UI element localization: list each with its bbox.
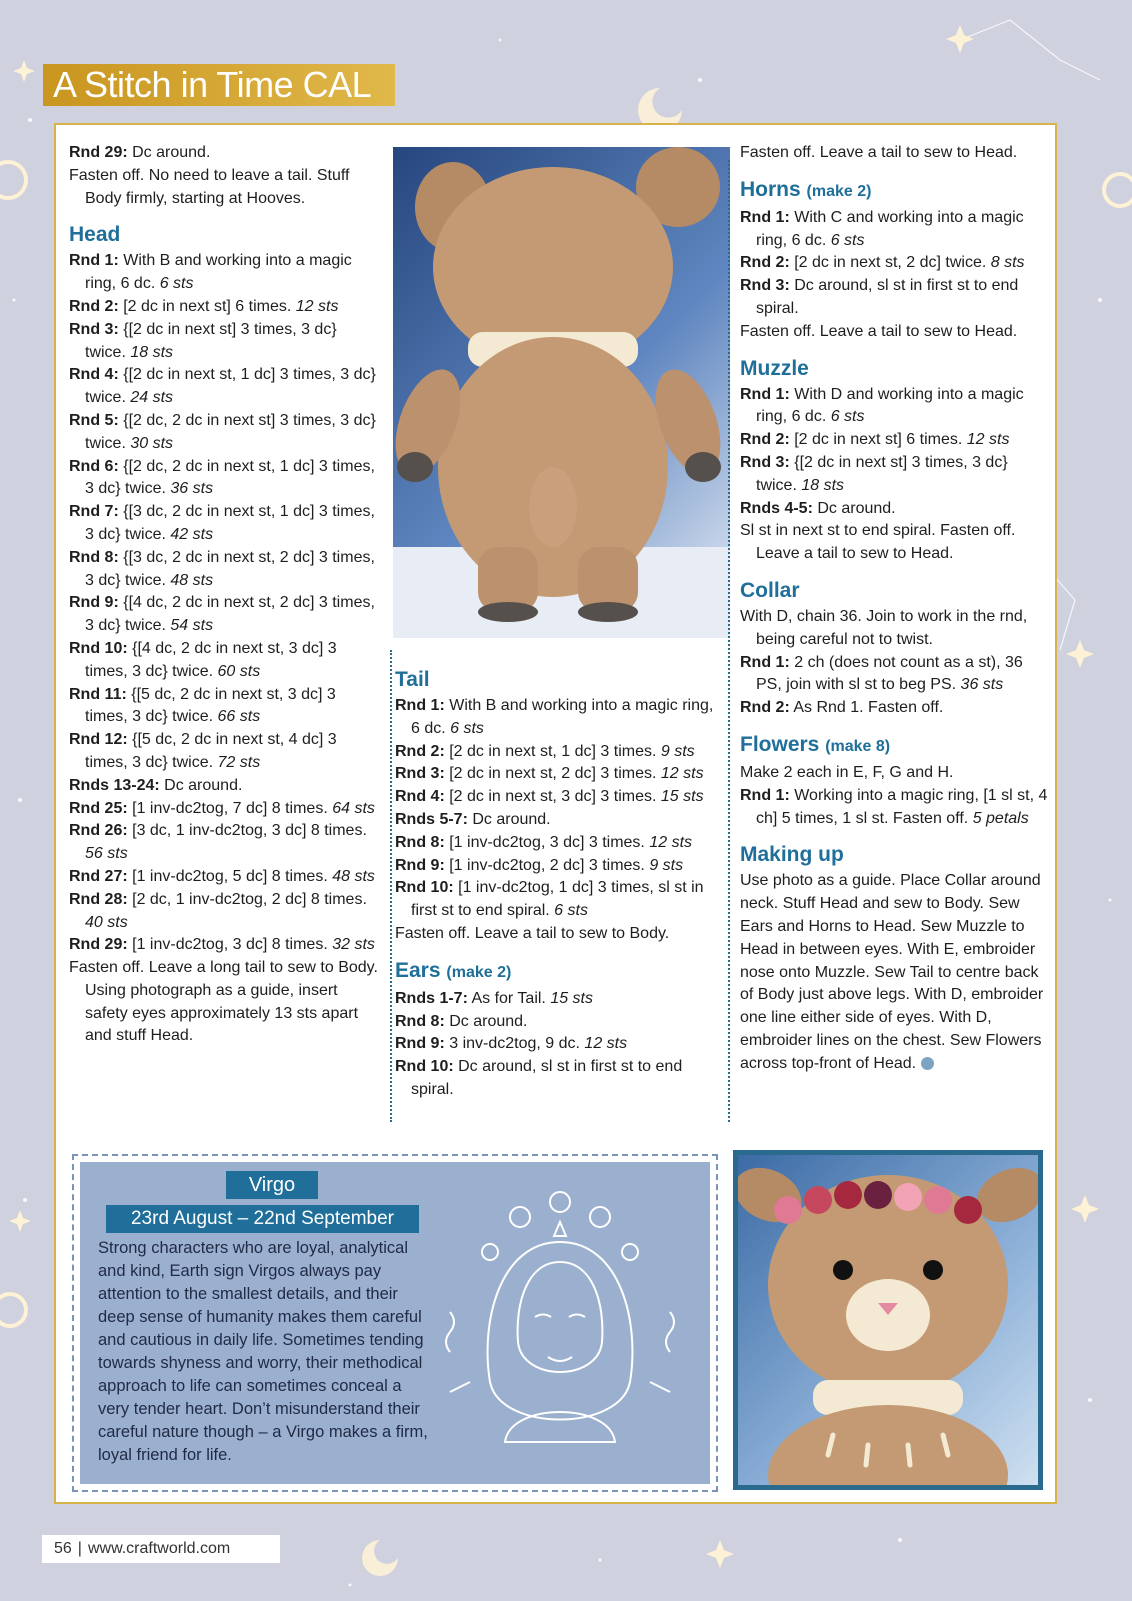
round-label: Rnd 8: bbox=[395, 1012, 445, 1030]
round-label: Rnd 2: bbox=[740, 431, 790, 449]
instruction-text: {[5 dc, 2 dc in next st, 4 dc] 3 times, 3 dc} twice. bbox=[85, 731, 337, 771]
stitch-count: 54 sts bbox=[170, 617, 214, 635]
column-1 bbox=[69, 142, 379, 1048]
instruction-text: [1 inv-dc2tog, 5 dc] 8 times. bbox=[127, 867, 333, 885]
stitch-count: 40 sts bbox=[85, 913, 128, 931]
instruction-line bbox=[69, 889, 379, 935]
instruction-line bbox=[69, 798, 379, 821]
instruction-text: Dc around. bbox=[127, 144, 211, 161]
instruction-text: {[4 dc, 2 dc in next st, 2 dc] 3 times, 3 dc} twice. bbox=[85, 594, 375, 635]
instruction-line bbox=[740, 606, 1050, 652]
stitch-count: 56 sts bbox=[85, 845, 128, 863]
round-label: Rnd 2: bbox=[395, 742, 445, 760]
head-instructions bbox=[69, 250, 379, 1048]
making-up-heading: Making up bbox=[740, 843, 844, 867]
round-label: Rnd 1: bbox=[740, 385, 790, 403]
instruction-line bbox=[740, 142, 1050, 165]
deer-back-illustration bbox=[393, 147, 730, 638]
round-label: Rnd 29: bbox=[69, 144, 128, 161]
stitch-count: 60 sts bbox=[217, 662, 261, 680]
round-label: Rnd 10: bbox=[395, 879, 454, 897]
instruction-text: [2 dc in next st, 1 dc] 3 times. bbox=[444, 742, 661, 760]
instruction-text: Fasten off. Leave a long tail to sew to Body. Using photograph as a guide, insert safety eyes approximately 13 sts apart and stuff Head. bbox=[69, 959, 378, 1045]
stitch-count: 15 sts bbox=[660, 788, 704, 806]
stitch-count: 64 sts bbox=[332, 799, 375, 817]
instruction-text: Dc around. bbox=[444, 1012, 528, 1030]
round-label: Rnd 4: bbox=[69, 366, 119, 384]
round-label: Rnd 12: bbox=[69, 731, 128, 749]
instruction-text: {[2 dc, 2 dc in next st, 1 dc] 3 times, 3 dc} twice. bbox=[85, 457, 375, 498]
instruction-line bbox=[740, 252, 1050, 275]
stitch-count: 9 sts bbox=[649, 856, 684, 874]
round-label: Rnd 1: bbox=[740, 208, 790, 226]
instruction-text: Fasten off. Leave a tail to sew to Body. bbox=[395, 924, 670, 942]
instruction-line bbox=[69, 501, 379, 547]
instruction-text: {[2 dc in next st] 3 times, 3 dc} twice. bbox=[85, 320, 337, 361]
stitch-count: 6 sts bbox=[159, 275, 194, 293]
instruction-line bbox=[395, 786, 715, 809]
round-label: Rnd 10: bbox=[69, 639, 128, 657]
instruction-line bbox=[395, 1011, 715, 1034]
instruction-line bbox=[395, 923, 715, 946]
instruction-line bbox=[740, 384, 1050, 430]
stitch-count: 12 sts bbox=[660, 765, 704, 783]
stitch-count: 36 sts bbox=[170, 480, 214, 498]
collar-instructions bbox=[740, 606, 1050, 720]
instruction-line bbox=[69, 775, 379, 798]
stitch-count: 6 sts bbox=[450, 719, 484, 737]
instruction-line bbox=[69, 456, 379, 502]
virgo-woman-illustration bbox=[410, 1182, 710, 1472]
column-3 bbox=[740, 142, 1050, 1076]
horns-instructions bbox=[740, 207, 1050, 344]
round-label: Rnd 3: bbox=[69, 320, 119, 338]
round-label: Rnd 10: bbox=[395, 1058, 454, 1076]
round-label: Rnd 1: bbox=[395, 697, 445, 714]
stitch-count: 12 sts bbox=[649, 833, 693, 851]
instruction-line bbox=[395, 1033, 715, 1056]
section-banner: A Stitch in Time CAL bbox=[43, 64, 395, 106]
instruction-text: [1 inv-dc2tog, 3 dc] 3 times. bbox=[444, 833, 650, 851]
instruction-line bbox=[740, 275, 1050, 321]
round-label: Rnd 4: bbox=[395, 788, 445, 806]
instruction-text: Sl st in next st to end spiral. Fasten off. Leave a tail to sew to Head. bbox=[740, 522, 1016, 563]
instruction-line bbox=[69, 638, 379, 684]
round-label: Rnd 1: bbox=[740, 653, 790, 671]
instruction-text: With C and working into a magic ring, 6 dc. bbox=[756, 208, 1024, 249]
tail-instructions bbox=[395, 695, 715, 946]
instruction-text: Fasten off. No need to leave a tail. Stuff Body firmly, starting at Hooves. bbox=[69, 166, 350, 207]
stitch-count: 6 sts bbox=[830, 408, 865, 426]
instruction-text: Fasten off. Leave a tail to sew to Head. bbox=[740, 322, 1018, 340]
round-label: Rnd 11: bbox=[69, 685, 127, 703]
instruction-text: As Rnd 1. Fasten off. bbox=[789, 699, 944, 717]
instruction-text: As for Tail. bbox=[467, 989, 551, 1007]
head-heading: Head bbox=[69, 223, 121, 247]
instruction-text: [1 inv-dc2tog, 2 dc] 3 times. bbox=[444, 856, 650, 874]
instruction-line bbox=[395, 855, 715, 878]
round-label: Rnds 13-24: bbox=[69, 776, 160, 794]
instruction-line bbox=[740, 429, 1050, 452]
instruction-line bbox=[740, 321, 1050, 344]
instruction-text: 3 inv-dc2tog, 9 dc. bbox=[444, 1035, 585, 1053]
round-label: Rnd 9: bbox=[69, 594, 119, 612]
instruction-text: With B and working into a magic ring, 6 dc. bbox=[411, 697, 714, 737]
instruction-line bbox=[740, 207, 1050, 253]
instruction-text: Dc around, sl st in first st to end spiral. bbox=[756, 277, 1019, 317]
instruction-line bbox=[395, 695, 715, 741]
instruction-line bbox=[395, 877, 715, 923]
instruction-line bbox=[740, 452, 1050, 498]
round-label: Rnd 8: bbox=[395, 833, 445, 851]
round-label: Rnd 3: bbox=[740, 277, 790, 295]
instruction-text: 2 ch (does not count as a st), 36 PS, join with sl st to beg PS. bbox=[756, 653, 1023, 694]
round-label: Rnd 27: bbox=[69, 867, 128, 885]
making-up-text: Use photo as a guide. Place Collar around neck. Stuff Head and sew to Body. Sew Ears and Horns to Head. Sew Muzzle to Head in between eyes. With E, embroider nose onto Muzzle. Sew Tail to centre back of Body just above legs. With D, embroider one line either side of eyes. With D, embroider lines on the chest. Sew Flowers across top-front of Head. bbox=[740, 872, 1044, 1072]
stitch-count: 6 sts bbox=[554, 902, 588, 920]
instruction-text: Dc around. bbox=[467, 810, 551, 828]
instruction-line bbox=[740, 762, 1050, 785]
flowers-heading: Flowers (make 8) bbox=[740, 732, 891, 756]
instruction-text: [2 dc, 1 inv-dc2tog, 2 dc] 8 times. bbox=[127, 890, 367, 908]
instruction-text: [2 dc in next st] 6 times. bbox=[789, 431, 967, 449]
instruction-text: [1 inv-dc2tog, 1 dc] 3 times, sl st in first st to end spiral. bbox=[411, 879, 704, 920]
column-divider-left bbox=[390, 650, 392, 1122]
round-label: Rnd 3: bbox=[740, 453, 790, 471]
instruction-line bbox=[69, 820, 379, 866]
instruction-line bbox=[69, 296, 379, 319]
instruction-text: With D, chain 36. Join to work in the rnd, being careful not to twist. bbox=[740, 607, 1028, 648]
instruction-line bbox=[395, 832, 715, 855]
column-2 bbox=[395, 665, 715, 1102]
instruction-line bbox=[69, 684, 379, 730]
round-label: Rnd 1: bbox=[69, 252, 119, 270]
round-label: Rnd 1: bbox=[740, 786, 790, 804]
flowers-instructions bbox=[740, 762, 1050, 830]
body-end-instructions bbox=[69, 142, 379, 210]
stitch-count: 12 sts bbox=[584, 1035, 628, 1053]
stitch-count: 15 sts bbox=[550, 989, 593, 1007]
stitch-count: 18 sts bbox=[801, 476, 845, 494]
ears-heading: Ears (make 2) bbox=[395, 958, 512, 982]
instruction-text: [1 inv-dc2tog, 7 dc] 8 times. bbox=[127, 799, 333, 817]
instruction-text: Working into a magic ring, [1 sl st, 4 ch] 5 times, 1 sl st. Fasten off. bbox=[756, 786, 1048, 827]
instruction-text: Dc around. bbox=[812, 499, 896, 517]
instruction-text: Dc around, sl st in first st to end spiral. bbox=[411, 1058, 683, 1098]
stitch-count: 5 petals bbox=[972, 809, 1029, 827]
round-label: Rnd 28: bbox=[69, 890, 128, 908]
instruction-line bbox=[69, 957, 379, 1048]
stitch-count: 32 sts bbox=[332, 936, 375, 954]
instruction-text: [2 dc in next st, 2 dc] 3 times. bbox=[444, 765, 661, 783]
round-label: Rnd 8: bbox=[69, 548, 119, 566]
round-label: Rnd 3: bbox=[395, 765, 445, 783]
instruction-line bbox=[740, 520, 1050, 566]
instruction-text: {[3 dc, 2 dc in next st, 1 dc] 3 times, 3 dc} twice. bbox=[85, 503, 375, 543]
instruction-line bbox=[395, 741, 715, 764]
page-footer: 56 | www.craftworld.com bbox=[42, 1535, 280, 1563]
round-label: Rnd 2: bbox=[69, 297, 119, 315]
instruction-line bbox=[395, 988, 715, 1011]
instruction-line bbox=[69, 866, 379, 889]
collar-heading: Collar bbox=[740, 578, 800, 602]
stitch-count: 24 sts bbox=[130, 389, 174, 407]
instruction-text: {[5 dc, 2 dc in next st, 3 dc] 3 times, 3 dc} twice. bbox=[85, 685, 336, 726]
round-label: Rnds 4-5: bbox=[740, 499, 813, 517]
round-label: Rnd 6: bbox=[69, 457, 119, 475]
instruction-text: Make 2 each in E, F, G and H. bbox=[740, 763, 954, 781]
instruction-line bbox=[69, 547, 379, 593]
instruction-text: [3 dc, 1 inv-dc2tog, 3 dc] 8 times. bbox=[127, 822, 367, 840]
instruction-line bbox=[69, 142, 379, 165]
column-divider-right bbox=[728, 160, 730, 1122]
instruction-text: Dc around. bbox=[159, 776, 243, 794]
instruction-line bbox=[69, 364, 379, 410]
round-label: Rnd 9: bbox=[395, 856, 445, 874]
instruction-text: With D and working into a magic ring, 6 dc. bbox=[756, 385, 1024, 426]
round-label: Rnd 5: bbox=[69, 411, 119, 429]
instruction-text: {[3 dc, 2 dc in next st, 2 dc] 3 times, 3 dc} twice. bbox=[85, 548, 375, 589]
stitch-count: 18 sts bbox=[130, 343, 174, 361]
instruction-line bbox=[395, 1056, 715, 1102]
instruction-line bbox=[69, 410, 379, 456]
horns-heading: Horns (make 2) bbox=[740, 177, 872, 201]
instruction-text: {[2 dc in next st, 1 dc] 3 times, 3 dc} twice. bbox=[85, 366, 376, 407]
stitch-count: 8 sts bbox=[990, 254, 1025, 272]
stitch-count: 9 sts bbox=[660, 742, 695, 760]
round-label: Rnd 9: bbox=[395, 1035, 445, 1053]
stitch-count: 42 sts bbox=[170, 525, 214, 543]
instruction-text: {[4 dc, 2 dc in next st, 3 dc] 3 times, 3 dc} twice. bbox=[85, 639, 337, 680]
virgo-description: Strong characters who are loyal, analytical and kind, Earth sign Virgos always pay attention to the smallest details, and their deep sense of humanity makes them careful and cautious in daily life. Sometimes tending towards shyness and worry, their methodical approach to life can sometimes conceal a very tender heart. Don’t misunderstand their careful nature though – a Virgo makes a firm, loyal friend for life. bbox=[98, 1239, 428, 1464]
round-label: Rnd 29: bbox=[69, 936, 128, 954]
website-link[interactable]: www.craftworld.com bbox=[87, 1540, 231, 1557]
instruction-line bbox=[69, 165, 379, 211]
round-label: Rnd 26: bbox=[69, 822, 128, 840]
tail-heading: Tail bbox=[395, 668, 430, 691]
instruction-line bbox=[69, 592, 379, 638]
instruction-text: {[2 dc, 2 dc in next st] 3 times, 3 dc} twice. bbox=[85, 411, 376, 452]
stitch-count: 36 sts bbox=[960, 676, 1004, 694]
instruction-line bbox=[740, 697, 1050, 720]
instruction-line bbox=[395, 809, 715, 832]
instruction-line bbox=[69, 319, 379, 365]
muzzle-heading: Muzzle bbox=[740, 356, 809, 380]
round-label: Rnd 2: bbox=[740, 699, 790, 717]
round-label: Rnd 2: bbox=[740, 254, 790, 272]
instruction-line bbox=[69, 934, 379, 957]
instruction-text: {[2 dc in next st] 3 times, 3 dc} twice. bbox=[756, 453, 1008, 494]
instruction-line bbox=[395, 763, 715, 786]
instruction-text: [2 dc in next st, 2 dc] twice. bbox=[789, 254, 991, 272]
stitch-count: 48 sts bbox=[332, 867, 375, 885]
instruction-line bbox=[69, 729, 379, 775]
virgo-dates: 23rd August – 22nd September bbox=[106, 1205, 419, 1233]
stitch-count: 6 sts bbox=[830, 231, 865, 249]
stitch-count: 12 sts bbox=[295, 297, 339, 315]
stitch-count: 30 sts bbox=[130, 434, 174, 452]
stitch-count: 12 sts bbox=[966, 431, 1010, 449]
instruction-text: [2 dc in next st] 6 times. bbox=[118, 297, 296, 315]
deer-back-photo bbox=[390, 144, 733, 641]
yarn-ball-icon bbox=[921, 1057, 934, 1070]
round-label: Rnd 25: bbox=[69, 799, 128, 817]
page-number: 56 bbox=[54, 1540, 72, 1557]
ears-end-instructions bbox=[740, 142, 1050, 165]
instruction-text: Fasten off. Leave a tail to sew to Head. bbox=[740, 144, 1018, 161]
instruction-line bbox=[69, 250, 379, 296]
virgo-title: Virgo bbox=[226, 1171, 318, 1199]
deer-front-illustration bbox=[738, 1155, 1038, 1485]
instruction-line bbox=[740, 498, 1050, 521]
stitch-count: 66 sts bbox=[217, 708, 261, 726]
stitch-count: 72 sts bbox=[217, 753, 261, 771]
instruction-line bbox=[740, 785, 1050, 831]
round-label: Rnds 1-7: bbox=[395, 989, 468, 1007]
stitch-count: 48 sts bbox=[170, 571, 214, 589]
round-label: Rnd 7: bbox=[69, 503, 119, 521]
deer-front-photo bbox=[733, 1150, 1043, 1490]
ears-instructions bbox=[395, 988, 715, 1102]
muzzle-instructions bbox=[740, 384, 1050, 566]
round-label: Rnds 5-7: bbox=[395, 810, 468, 828]
instruction-line bbox=[740, 652, 1050, 698]
instruction-text: With B and working into a magic ring, 6 dc. bbox=[85, 252, 352, 293]
instruction-text: [1 inv-dc2tog, 3 dc] 8 times. bbox=[127, 936, 333, 954]
instruction-text: [2 dc in next st, 3 dc] 3 times. bbox=[444, 788, 661, 806]
